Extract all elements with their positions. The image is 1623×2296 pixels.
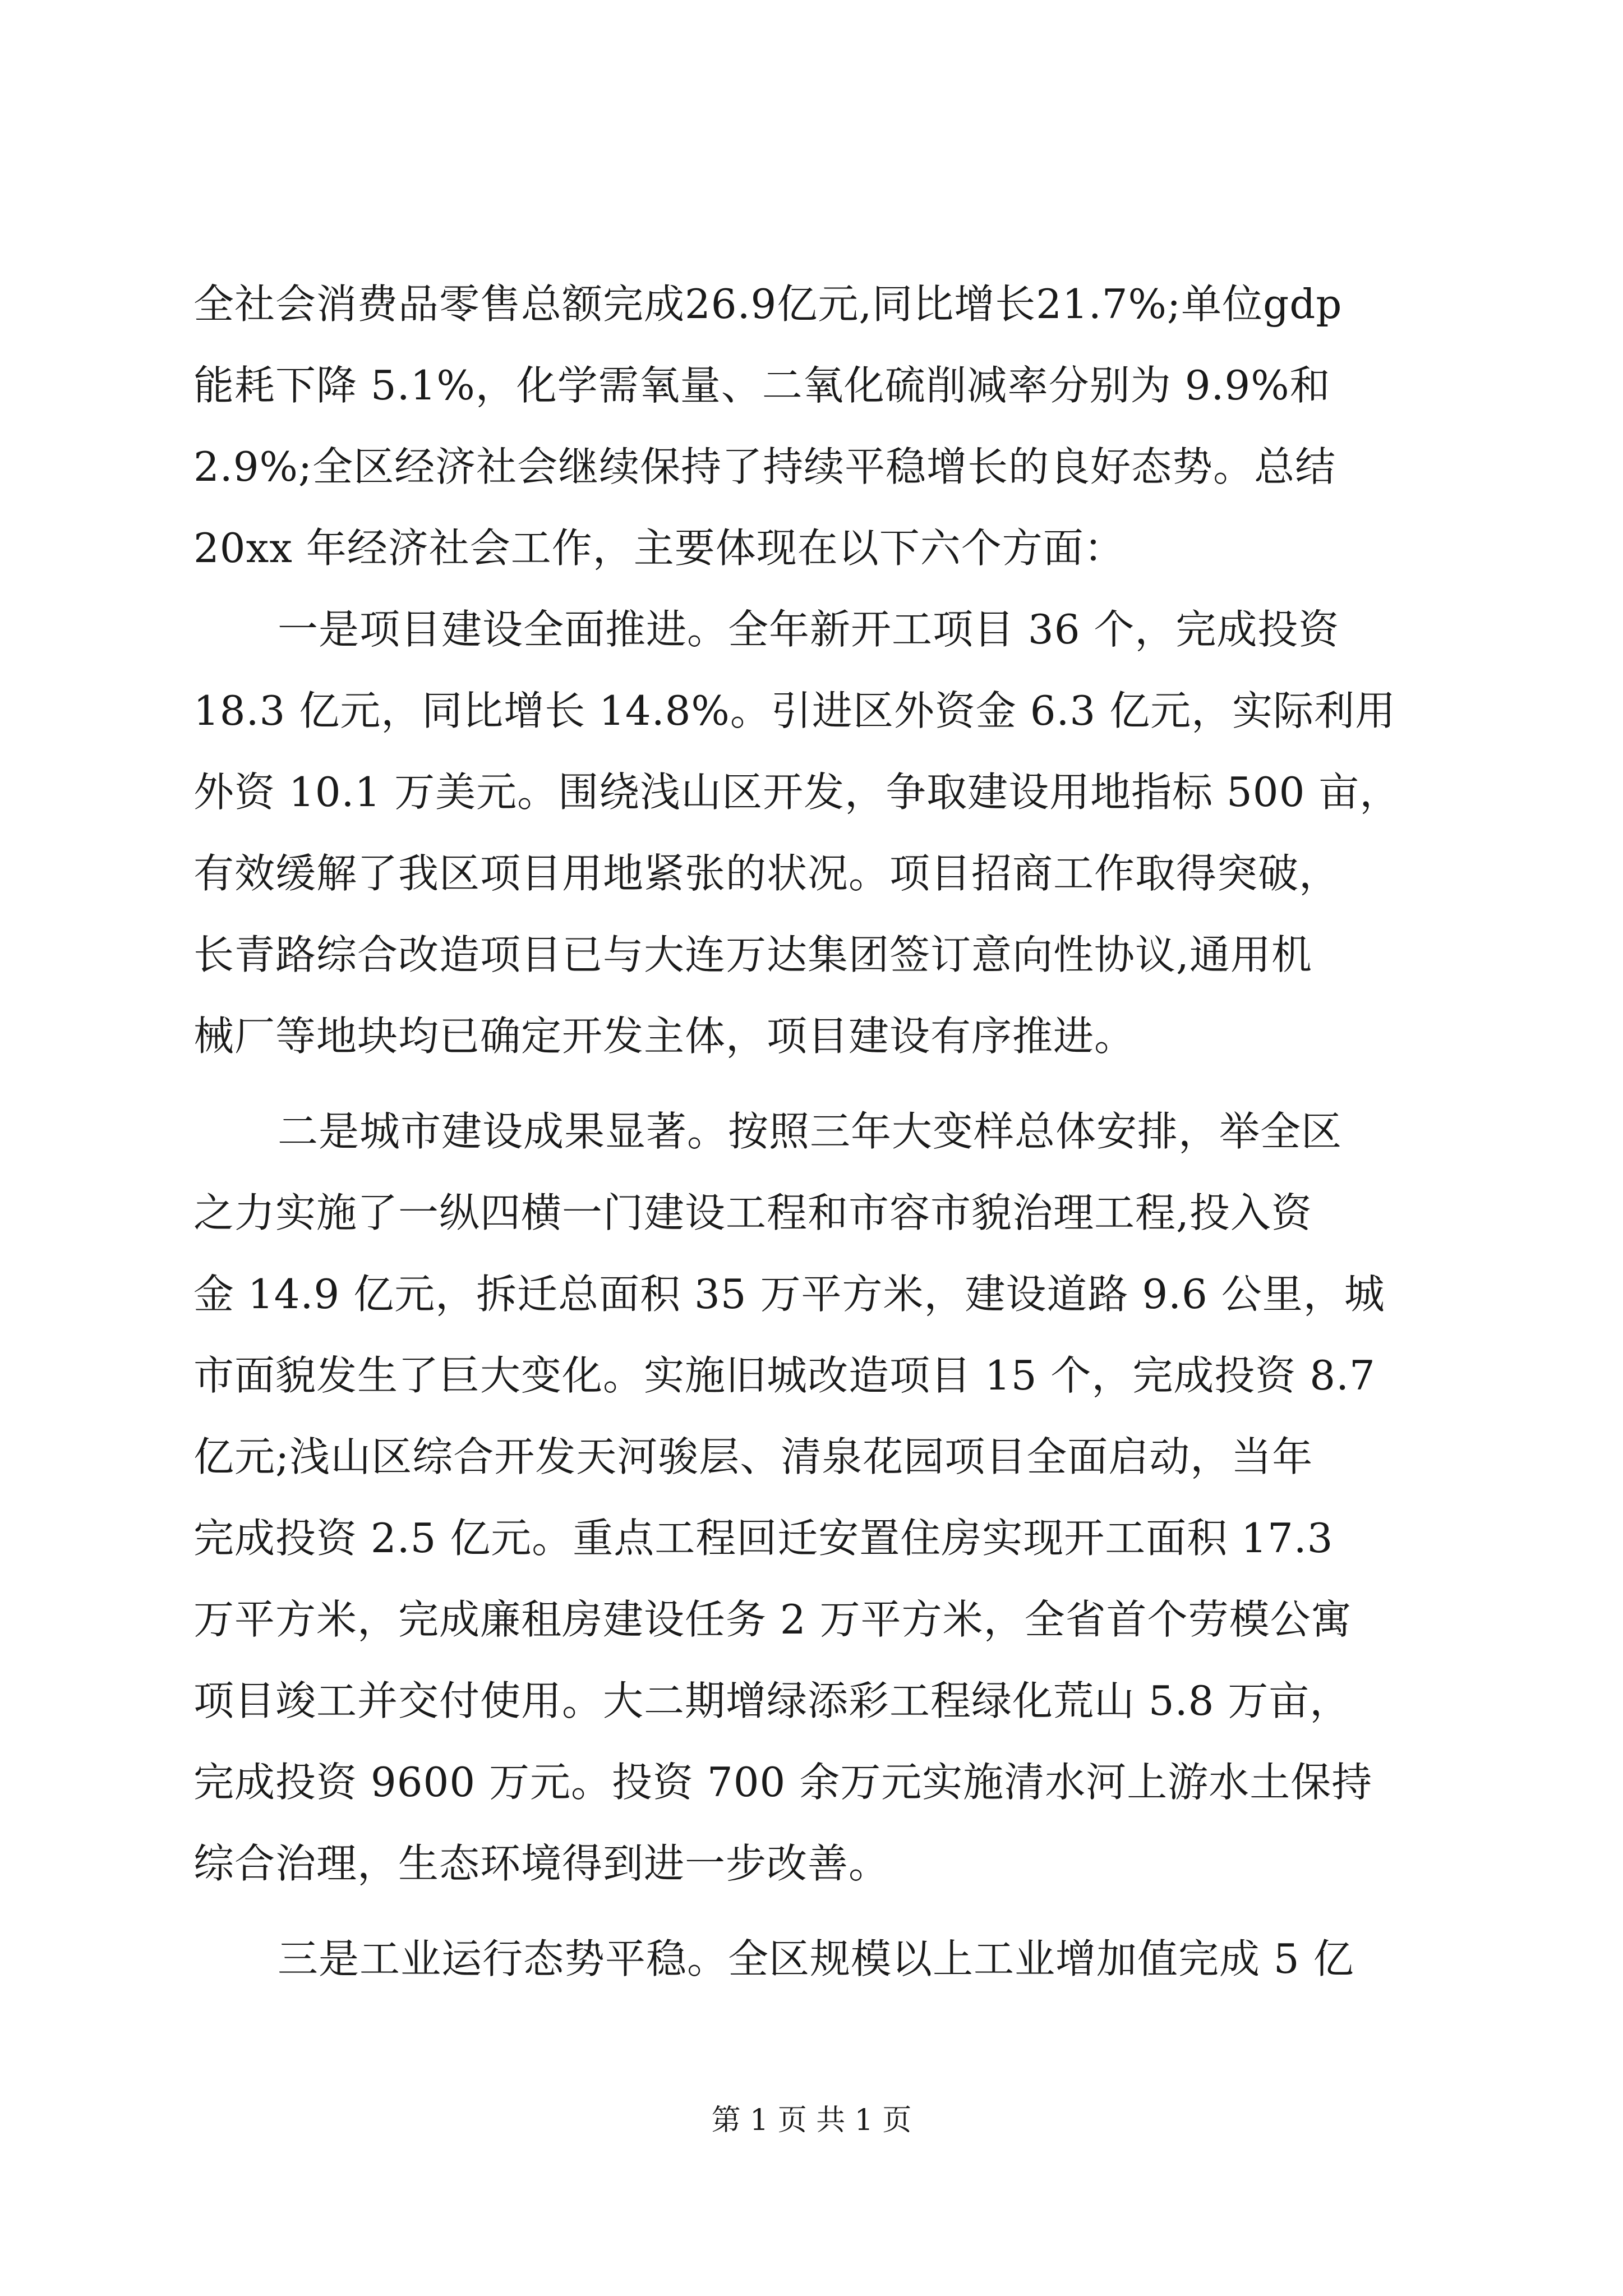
paragraph-1 (193, 264, 1433, 589)
text-line: 长青路综合改造项目已与大连万达集团签订意向性协议,通用机 (193, 931, 1312, 978)
text-line: 外资 10.1 万美元。围绕浅山区开发，争取建设用地指标 500 亩， (193, 769, 1401, 816)
text-line: 三是工业运行态势平稳。全区规模以上工业增加值完成 5 亿 (278, 1935, 1354, 1982)
text-line: 市面貌发生了巨大变化。实施旧城改造项目 15 个，完成投资 8.7 (193, 1352, 1376, 1399)
paragraph-spacer (193, 1077, 1433, 1091)
text-line: 亿元;浅山区综合开发天河骏层、清泉花园项目全面启动，当年 (193, 1433, 1313, 1480)
text-line: 一是项目建设全面推进。全年新开工项目 36 个，完成投资 (278, 606, 1340, 653)
paragraph-2 (193, 589, 1433, 1077)
text-line: 万平方米，完成廉租房建设任务 2 万平方米，全省首个劳模公寓 (193, 1596, 1352, 1643)
text-line: 完成投资 9600 万元。投资 700 余万元实施清水河上游水土保持 (193, 1759, 1373, 1806)
text-line: 械厂等地块均已确定开发主体，项目建设有序推进。 (193, 1013, 1136, 1060)
text-line: 项目竣工并交付使用。大二期增绿添彩工程绿化荒山 5.8 万亩， (193, 1677, 1351, 1724)
text-line: 有效缓解了我区项目用地紧张的状况。项目招商工作取得突破， (193, 850, 1340, 897)
text-line: 金 14.9 亿元，拆迁总面积 35 万平方米，建设道路 9.6 公里，城 (193, 1271, 1385, 1318)
text-line: 全社会消费品零售总额完成26.9亿元,同比增长21.7%;单位gdp (193, 280, 1343, 328)
text-line: 能耗下降 5.1%，化学需氧量、二氧化硫削减率分别为 9.9%和 (193, 362, 1331, 409)
text-line: 综合治理，生态环境得到进一步改善。 (193, 1840, 890, 1887)
text-line: 之力实施了一纵四横一门建设工程和市容市貌治理工程,投入资 (193, 1189, 1312, 1236)
paragraph-3 (193, 1091, 1433, 1904)
text-line: 二是城市建设成果显著。按照三年大变样总体安排，举全区 (278, 1108, 1343, 1155)
text-line: 完成投资 2.5 亿元。重点工程回迁安置住房实现开工面积 17.3 (193, 1515, 1334, 1562)
paragraph-spacer (193, 1904, 1433, 1918)
text-line: 20xx 年经济社会工作，主要体现在以下六个方面： (193, 524, 1125, 572)
text-line: 2.9%;全区经济社会继续保持了持续平稳增长的良好态势。总结 (193, 443, 1336, 490)
text-line: 18.3 亿元，同比增长 14.8%。引进区外资金 6.3 亿元，实际利用 (193, 687, 1396, 734)
document-body (193, 264, 1433, 2000)
page-footer: 第 1 页 共 1 页 (711, 2104, 912, 2137)
paragraph-4 (193, 1918, 1433, 2000)
